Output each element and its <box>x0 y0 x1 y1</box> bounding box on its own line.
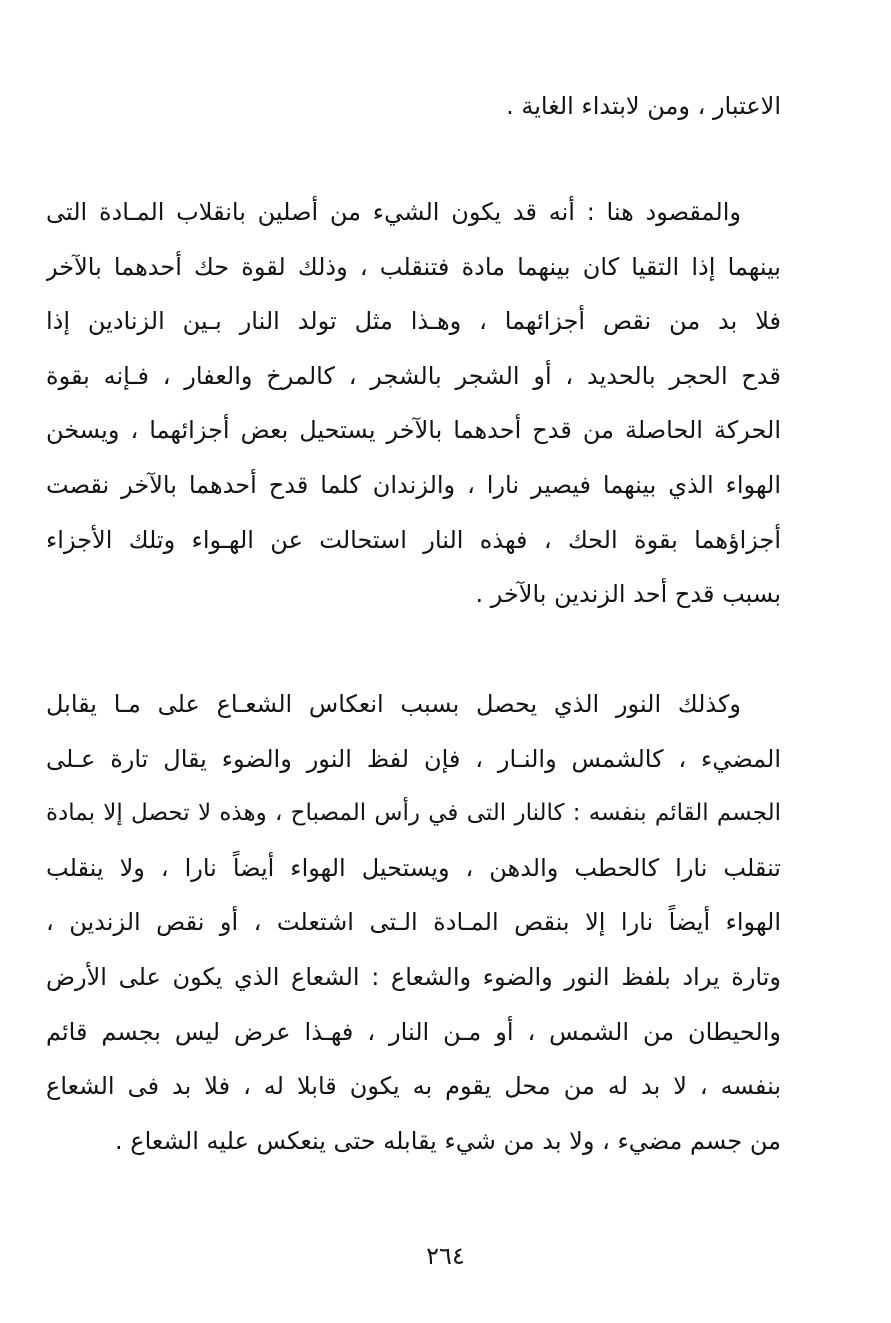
text-line: الاعتبار ، ومن لابتداء الغاية . <box>506 92 781 120</box>
text-line: تنقلب نارا كالحطب والدهن ، ويستحيل الهواء أيضاً نارا ، ولا ينقلب <box>46 853 781 882</box>
text-line: المضيء ، كالشمس والنـار ، فإن لفظ النور والضوء يقال تارة عـلى <box>46 744 781 773</box>
text-line: بسبب قدح أحد الزندين بالآخر . <box>475 580 781 609</box>
page-number: ٢٦٤ <box>426 1242 465 1270</box>
text-line: الجسم القائم بنفسه : كالنار التى في رأس المصباح ، وهذه لا تحصل إلا بمادة <box>46 800 781 827</box>
text-line: الهواء الذي بينهما فيصير نارا ، والزندان كلما قدح أحدهما بالآخر نقصت <box>46 470 781 499</box>
paragraph-2 <box>46 185 781 622</box>
text-line: أجزاؤهما بقوة الحك ، فهذه النار استحالت عن الهـواء وتلك الأجزاء <box>46 525 781 554</box>
text-line: فلا بد من نقص أجزائهما ، وهـذا مثل تولد النار بـين الزنادين إذا <box>46 307 781 336</box>
text-line: والمقصود هنا : أنه قد يكون الشيء من أصلين بانقلاب المـادة التى <box>46 198 741 226</box>
text-line: وكذلك النور الذي يحصل بسبب انعكاس الشعـاع على مـا يقابل <box>46 690 741 718</box>
paragraph-1 <box>46 79 781 134</box>
paragraph-3 <box>46 677 781 1168</box>
text-line: بنفسه ، لا بد له من محل يقوم به يكون قابلا له ، فلا بد فى الشعاع <box>46 1072 781 1101</box>
text-line: والحيطان من الشمس ، أو مـن النار ، فهـذا عرض ليس بجسم قائم <box>46 1017 781 1046</box>
text-line: من جسم مضيء ، ولا بد من شيء يقابله حتى ينعكس عليه الشعاع . <box>115 1126 781 1155</box>
text-line: الهواء أيضاً نارا إلا بنقص المـادة الـتى اشتعلت ، أو نقص الزندين ، <box>46 908 781 937</box>
text-line: بينهما إذا التقيا كان بينهما مادة فتنقلب ، وذلك لقوة حك أحدهما بالآخر <box>46 252 781 281</box>
text-line: قدح الحجر بالحديد ، أو الشجر بالشجر ، كالمرخ والعفار ، فـإنه بقوة <box>46 361 781 390</box>
text-line: الحركة الحاصلة من قدح أحدهما بالآخر يستحيل بعض أجزائهما ، ويسخن <box>46 416 781 445</box>
text-line: وتارة يراد بلفظ النور والضوء والشعاع : الشعاع الذي يكون على الأرض <box>46 962 781 991</box>
